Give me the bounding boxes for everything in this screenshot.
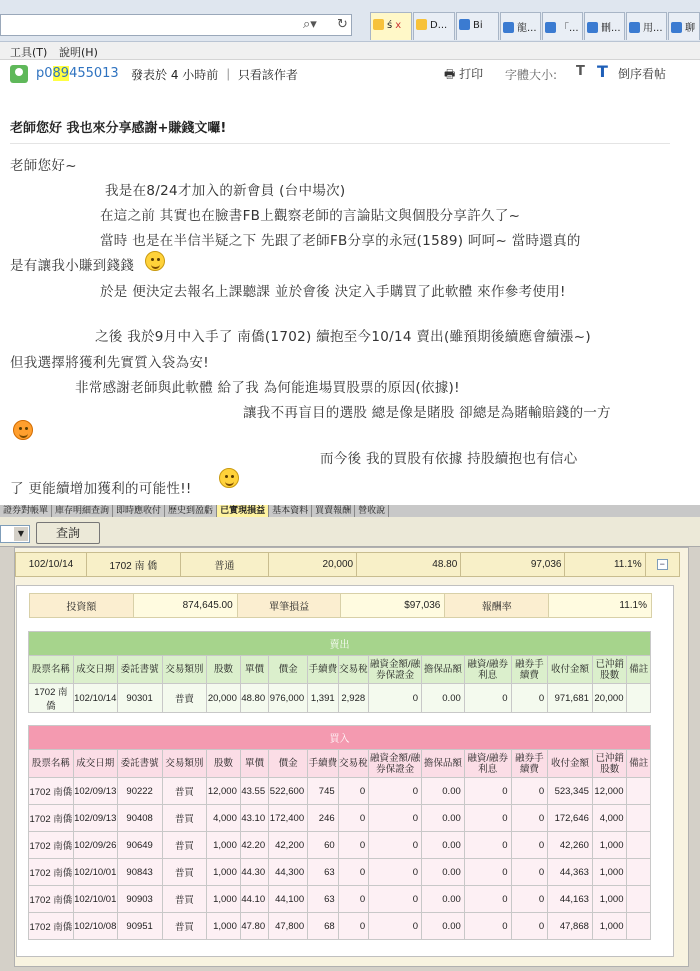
table-cell [627,859,651,886]
table-cell: 1702 南僑 [29,832,74,859]
table-cell: 102/09/26 [73,832,117,859]
post-header [0,60,700,90]
roi: 11.1% [565,553,645,577]
body-line: 當時 也是在半信半疑之下 先跟了老師FB分享的永冠(1589) 呵呵~ 當時還真的 [100,233,581,249]
column-header: 融資金額/融券保證金 [369,656,422,684]
column-header: 價金 [269,656,308,684]
table-cell: 0.00 [422,886,465,913]
table-cell: 43.55 [240,778,268,805]
table-cell: 2,928 [338,684,369,713]
table-cell [627,684,651,713]
table-cell: 0 [338,859,369,886]
column-header: 股數 [207,750,241,778]
page-icon [416,19,427,30]
buy-table [28,725,651,940]
table-cell: 12,000 [592,778,627,805]
page-icon [587,22,598,33]
pl-summary-row [15,552,680,577]
column-header: 股數 [207,656,241,684]
post-author[interactable]: p089455013 [36,66,119,81]
body-line: 非常感謝老師與此軟體 給了我 為何能進場買股票的原因(依據)! [75,380,460,396]
table-cell: 1,000 [207,859,241,886]
font-large-button[interactable]: T [597,62,608,81]
table-cell: 172,400 [269,805,308,832]
table-row[interactable] [29,832,651,859]
table-cell: 0 [369,684,422,713]
column-header: 委託書號 [117,656,162,684]
table-cell: 0 [464,684,511,713]
software-tabs [0,505,700,517]
table-cell: 1702 南僑 [29,859,74,886]
table-cell: 102/09/13 [73,805,117,832]
address-bar[interactable] [0,14,352,36]
table-cell: 1,000 [592,886,627,913]
table-cell: 0.00 [422,805,465,832]
invest-value: 874,645.00 [133,594,237,618]
table-cell: 172,646 [548,805,593,832]
table-cell: 0 [511,913,548,940]
menu-tools[interactable]: 工具(T) [10,46,48,59]
body-line: 之後 我於9月中入手了 南僑(1702) 續抱至今10/14 賣出(雖預期後續應會續漲~) [95,329,591,345]
table-cell: 63 [308,859,339,886]
scrollbar[interactable] [689,547,700,967]
grin-smiley-icon [145,251,165,271]
table-cell: 1,391 [308,684,339,713]
column-header: 收付金額 [548,656,593,684]
column-header: 收付金額 [548,750,593,778]
column-header: 股票名稱 [29,656,74,684]
table-cell: 44.30 [240,859,268,886]
table-row[interactable] [29,778,651,805]
column-header: 成交日期 [73,750,117,778]
table-cell: 20,000 [207,684,241,713]
software-tab[interactable]: 基本資料 [269,505,312,517]
column-header: 單價 [240,656,268,684]
close-tab-icon[interactable]: x [395,20,402,31]
smile-smiley-icon [219,468,239,488]
table-cell: 246 [308,805,339,832]
table-cell: 48.80 [240,684,268,713]
table-cell: 0.00 [422,832,465,859]
column-header: 融資/融券利息 [464,656,511,684]
table-cell: 0 [338,913,369,940]
table-cell: 4,000 [207,805,241,832]
table-cell [627,832,651,859]
body-line: 於是 便決定去報名上課聽課 並於會後 決定入手購買了此軟體 來作參考使用! [100,284,566,300]
collapse-cell [645,553,679,577]
price: 48.80 [357,553,461,577]
table-cell: 0.00 [422,684,465,713]
software-tab[interactable]: 已實現損益 [217,505,269,517]
table-cell: 0 [464,778,511,805]
table-cell: 44,163 [548,886,593,913]
table-cell: 44.10 [240,886,268,913]
table-cell: 0 [511,684,548,713]
column-header: 交易稅 [338,750,369,778]
table-cell: 普買 [162,778,207,805]
table-cell: 0 [464,913,511,940]
table-cell [627,805,651,832]
investment-summary [29,593,652,618]
software-tab[interactable]: 歷史到盈虧 [165,505,217,517]
page-icon [671,22,682,33]
divider [10,143,670,144]
table-cell: 90408 [117,805,162,832]
table-cell: 0 [369,886,422,913]
table-cell: 1,000 [207,886,241,913]
trade-date: 102/10/14 [16,553,87,577]
body-line: 在這之前 其實也在臉書FB上觀察老師的言論貼文與個股分享許久了~ [100,208,521,224]
table-cell: 0 [369,778,422,805]
table-cell: 1,000 [592,832,627,859]
table-cell: 1702 南僑 [29,805,74,832]
account-dropdown[interactable] [0,525,30,543]
browser-tab[interactable] [584,12,625,40]
trade-type: 普通 [180,553,268,577]
table-cell: 0 [338,778,369,805]
column-header: 手續費 [308,656,339,684]
table-cell: 4,000 [592,805,627,832]
table-cell: 102/09/13 [73,778,117,805]
table-cell: 976,000 [269,684,308,713]
body-line: 我是在8/24才加入的新會員 (台中場次) [105,183,346,199]
shares: 20,000 [268,553,356,577]
table-cell: 44,300 [269,859,308,886]
tab-label: 「... [559,23,579,34]
table-cell: 0 [464,886,511,913]
table-cell: 0 [464,832,511,859]
body-line: 了 更能續增加獲利的可能性!! [10,481,192,497]
post-title: 老師您好 我也來分享感謝+賺錢文囉! [10,121,227,136]
menu-bar [0,42,700,60]
column-header: 交易類別 [162,750,207,778]
search-icon[interactable]: ⌕▾ [303,17,317,32]
table-cell: 1702 南 僑 [29,684,74,713]
table-cell: 971,681 [548,684,593,713]
table-cell: 普買 [162,913,207,940]
table-cell: 47,800 [269,913,308,940]
table-cell: 90301 [117,684,162,713]
table-cell: 47.80 [240,913,268,940]
table-cell: 12,000 [207,778,241,805]
table-cell: 522,600 [269,778,308,805]
invest-label: 投資額 [30,594,134,618]
tab-label: D... [430,20,448,31]
table-cell: 1,000 [207,832,241,859]
table-cell: 0 [511,859,548,886]
browser-tab[interactable] [626,12,667,40]
table-cell: 0 [511,886,548,913]
query-button[interactable]: 查詢 [36,522,100,544]
column-header: 融券手續費 [511,750,548,778]
table-cell: 102/10/01 [73,859,117,886]
table-cell: 1,000 [592,913,627,940]
table-cell: 44,363 [548,859,593,886]
table-cell [627,913,651,940]
column-header: 已沖銷股數 [592,656,627,684]
browser-tab[interactable] [370,12,412,40]
sell-table [28,631,651,713]
column-header: 擔保品額 [422,656,465,684]
table-cell: 68 [308,913,339,940]
table-cell: 普買 [162,859,207,886]
table-cell: 普買 [162,886,207,913]
table-cell: 0 [511,832,548,859]
column-header: 成交日期 [73,656,117,684]
tab-label: 聊 [685,23,695,34]
column-header: 交易類別 [162,656,207,684]
column-header: 融資金額/融券保證金 [369,750,422,778]
page-icon [545,22,556,33]
profit: 97,036 [461,553,565,577]
table-cell: 0.00 [422,913,465,940]
software-tab[interactable]: 證券對帳單 [0,505,52,517]
stock-name: 1702 南 僑 [86,553,180,577]
column-header: 股票名稱 [29,750,74,778]
column-header: 已沖銷股數 [592,750,627,778]
column-header: 備註 [627,656,651,684]
user-avatar-icon[interactable] [10,65,28,83]
page-icon [503,22,514,33]
column-header: 擔保品額 [422,750,465,778]
pl-value: $97,036 [341,594,445,618]
table-cell: 0.00 [422,859,465,886]
chevron-down-icon: ▼ [14,527,28,541]
browser-tab[interactable] [542,12,583,40]
software-tab[interactable]: 即時應收付 [113,505,165,517]
table-cell: 42,200 [269,832,308,859]
printer-icon: 🖶 [444,67,460,81]
table-row[interactable] [29,684,651,713]
table-cell: 44,100 [269,886,308,913]
table-cell: 1702 南僑 [29,913,74,940]
software-tab[interactable]: 庫存明細查詢 [52,505,113,517]
table-cell: 102/10/01 [73,886,117,913]
tab-label: 用... [643,23,663,34]
table-cell: 0 [338,832,369,859]
table-cell: 90649 [117,832,162,859]
table-row[interactable] [29,886,651,913]
page-icon [373,19,384,30]
body-line: 老師您好~ [10,158,77,174]
software-tab[interactable]: 營收說 [355,505,389,517]
table-cell: 普買 [162,832,207,859]
table-cell: 745 [308,778,339,805]
table-cell [627,886,651,913]
table-cell: 0 [338,805,369,832]
browser-tab[interactable] [413,12,455,40]
table-cell: 0 [369,859,422,886]
pl-label: 單筆損益 [237,594,341,618]
menu-help[interactable]: 說明(H) [59,46,98,59]
table-row[interactable] [29,859,651,886]
font-size-label: 字體大小: [505,68,558,82]
table-cell: 0 [511,805,548,832]
column-header: 融資/融券利息 [464,750,511,778]
software-toolbar [0,517,700,547]
column-header: 手續費 [308,750,339,778]
tongue-smiley-icon [13,420,33,440]
table-cell: 102/10/14 [73,684,117,713]
column-header: 融券手續費 [511,656,548,684]
body-line: 是有讓我小賺到錢錢 [10,258,135,274]
table-cell: 1702 南僑 [29,886,74,913]
table-cell: 0 [464,859,511,886]
table-cell: 0 [369,805,422,832]
table-cell: 90951 [117,913,162,940]
table-cell: 90843 [117,859,162,886]
table-cell: 0 [369,832,422,859]
column-header: 交易稅 [338,656,369,684]
table-row[interactable] [29,805,651,832]
body-line: 但我選擇將獲利先實質入袋為安! [10,355,209,371]
column-header: 備註 [627,750,651,778]
browser-tab[interactable] [668,12,700,40]
table-cell: 1702 南僑 [29,778,74,805]
browser-tab[interactable] [456,12,499,40]
table-cell: 0 [369,913,422,940]
column-header: 單價 [240,750,268,778]
tab-label: 刪... [601,23,621,34]
table-cell: 523,345 [548,778,593,805]
refresh-icon[interactable]: ↻ [337,17,348,32]
table-cell: 0 [464,805,511,832]
table-cell: 0 [511,778,548,805]
table-cell: 42.20 [240,832,268,859]
table-cell: 47,868 [548,913,593,940]
table-cell: 普賣 [162,684,207,713]
tab-label: ś [387,20,393,31]
page-icon [459,19,470,30]
table-cell: 63 [308,886,339,913]
table-cell: 90903 [117,886,162,913]
body-line: 讓我不再盲目的選股 總是像是賭股 卻總是為賭輸賠錢的一方 [243,405,611,421]
column-header: 價金 [269,750,308,778]
print-button[interactable]: 🖶 打印 [444,67,484,81]
table-cell: 90222 [117,778,162,805]
buy-title: 買入 [29,726,651,750]
table-cell: 0.00 [422,778,465,805]
software-tab[interactable]: 買賣報酬 [312,505,355,517]
table-cell: 20,000 [592,684,627,713]
table-cell: 42,260 [548,832,593,859]
table-row[interactable] [29,913,651,940]
browser-toolbar [0,0,700,42]
sell-title: 賣出 [29,632,651,656]
roi-value: 11.1% [549,594,652,618]
table-cell: 43.10 [240,805,268,832]
tab-label: 龍... [517,23,537,34]
table-cell: 普買 [162,805,207,832]
table-cell: 1,000 [592,859,627,886]
table-cell: 1,000 [207,913,241,940]
tab-label: Bi [473,20,483,31]
table-cell: 0 [338,886,369,913]
table-cell: 102/10/08 [73,913,117,940]
browser-tab[interactable] [500,12,541,40]
roi-label: 報酬率 [445,594,549,618]
font-small-button[interactable]: T [576,64,585,79]
page-icon [629,22,640,33]
post-meta: 發表於 4 小時前 ｜ 只看該作者 [131,68,298,82]
body-line: 而今後 我的買股有依據 持股續抱也有信心 [320,451,578,467]
table-cell: 60 [308,832,339,859]
column-header: 委託書號 [117,750,162,778]
reverse-order-link[interactable]: 倒序看帖 [618,67,667,81]
table-cell [627,778,651,805]
collapse-icon[interactable]: − [657,559,668,570]
